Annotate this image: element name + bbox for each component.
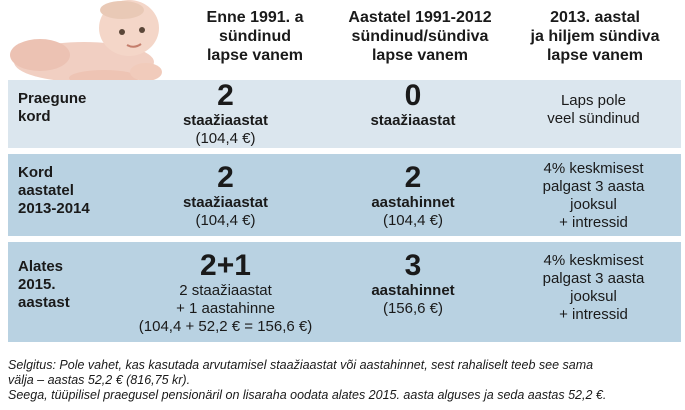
label-line: aastast <box>18 294 70 311</box>
header-line: Aastatel 1991-2012 <box>348 9 492 26</box>
cell-col3 <box>506 160 681 232</box>
cell-line: + intressid <box>559 306 628 323</box>
cell-col2 <box>318 250 508 318</box>
cell-col3 <box>506 252 681 324</box>
column-header-1991-2012 <box>320 8 520 65</box>
cell-line: + intressid <box>559 214 628 231</box>
label-line: 2013-2014 <box>18 200 90 217</box>
cell-bold-unit: aastahinnet <box>371 282 455 299</box>
row-label <box>18 90 86 126</box>
label-line: Alates <box>18 258 64 275</box>
cell-amount: (104,4 €) <box>195 130 256 147</box>
cell-line: palgast 3 aasta <box>542 270 645 287</box>
cell-big-value: 2+1 <box>200 249 251 282</box>
header-line: lapse vanem <box>546 47 644 64</box>
footnote-text: Pole vahet, kas kasutada arvutamisel staažiaastat või aastahinnet, sest rahaliselt teeb see sama <box>55 358 594 372</box>
cell-line: 4% keskmisest <box>543 160 644 177</box>
cell-big-value: 2 <box>217 161 234 194</box>
cell-line: (104,4 + 52,2 € = 156,6 €) <box>138 318 313 335</box>
table-row-from-2015 <box>8 242 681 342</box>
cell-line: jooksul <box>570 196 617 213</box>
footnote <box>8 358 678 403</box>
cell-col2 <box>318 80 508 130</box>
cell-bold-unit: staažiaastat <box>182 194 269 211</box>
cell-big-value: 2 <box>404 161 422 194</box>
cell-big-value: 2 <box>217 79 234 112</box>
cell-col2 <box>318 162 508 230</box>
cell-line: palgast 3 aasta <box>542 178 645 195</box>
row-label <box>18 258 70 312</box>
label-line: Praegune <box>18 90 87 107</box>
header-line: Enne 1991. a <box>206 9 304 26</box>
label-line: aastatel <box>18 182 74 199</box>
column-header-2013-later <box>505 8 685 65</box>
cell-line: jooksul <box>570 288 617 305</box>
cell-line: 4% keskmisest <box>543 252 644 269</box>
header-line: sündinud/sündiva <box>351 28 489 45</box>
footnote-lead: Selgitus: <box>8 358 56 372</box>
label-line: kord <box>18 108 51 125</box>
table-row-current <box>8 80 681 148</box>
label-line: 2015. <box>18 276 56 293</box>
header-line: sündinud <box>219 28 291 45</box>
header-line: 2013. aastal <box>550 9 640 26</box>
cell-col1 <box>138 162 313 230</box>
cell-big-value: 3 <box>404 249 422 282</box>
table-row-2013-2014 <box>8 154 681 236</box>
cell-amount: (104,4 €) <box>195 212 256 229</box>
header-line: ja hiljem sündiva <box>530 28 660 45</box>
cell-bold-unit: aastahinnet <box>371 194 455 211</box>
footnote-line: Seega, tüüpilisel praegusel pensionäril on lisaraha oodata alates 2015. aasta alguses ja seda aastas 52,2 €. <box>8 388 607 402</box>
cell-amount: (104,4 €) <box>382 212 444 229</box>
label-line: Kord <box>18 164 53 181</box>
cell-col1 <box>138 80 313 148</box>
header-line: lapse vanem <box>371 47 469 64</box>
footnote-line: välja – aastas 52,2 € (816,75 kr). <box>8 373 191 387</box>
footnote-line <box>8 358 678 373</box>
cell-big-value: 0 <box>404 79 422 112</box>
row-label <box>18 164 90 218</box>
cell-amount: (156,6 €) <box>382 300 444 317</box>
cell-line: 2 staažiaastat <box>179 282 272 299</box>
cell-bold-unit: staažiaastat <box>182 112 269 129</box>
header-line: lapse vanem <box>206 47 304 64</box>
cell-bold-unit: staažiaastat <box>370 112 456 129</box>
cell-col3 <box>506 92 681 128</box>
cell-line: + 1 aastahinne <box>176 300 275 317</box>
cell-line: Laps pole <box>560 92 627 109</box>
cell-line: veel sündinud <box>547 110 640 127</box>
cell-col1 <box>113 250 338 336</box>
baby-illustration <box>4 0 164 90</box>
